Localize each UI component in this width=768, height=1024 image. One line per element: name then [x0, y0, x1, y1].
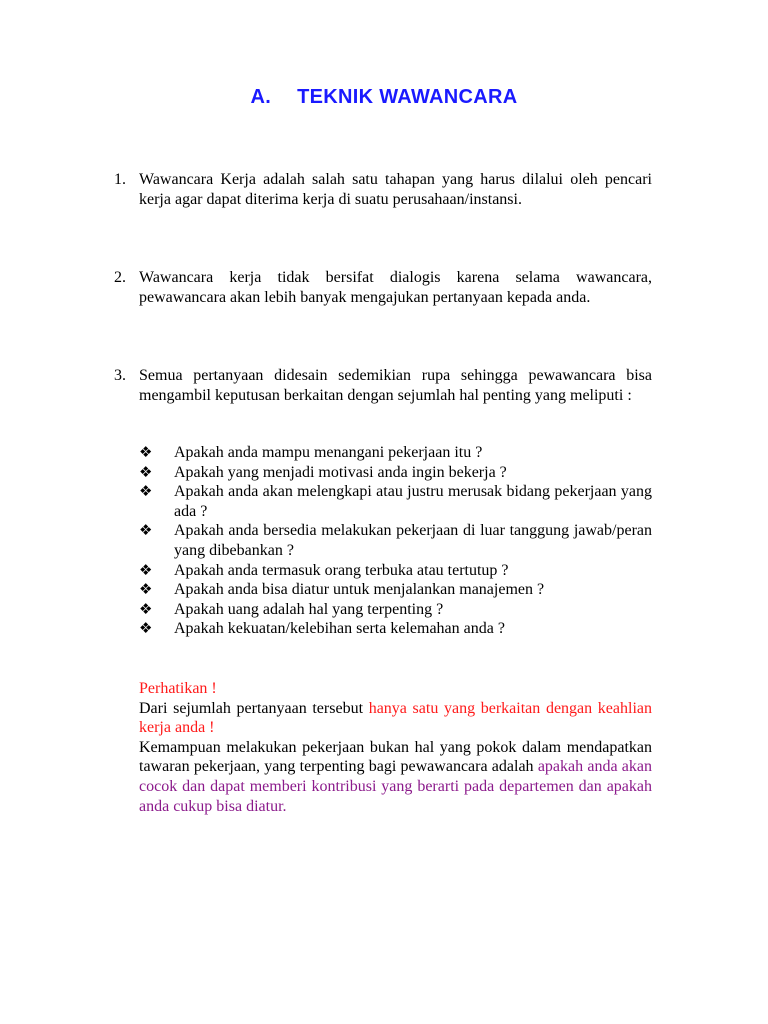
section-title: TEKNIK WAWANCARA [297, 86, 518, 108]
list-item [139, 443, 652, 463]
question-list [139, 443, 652, 639]
numbered-item-2 [114, 268, 652, 308]
numbered-item-3 [114, 366, 652, 406]
list-item-text: Apakah kekuatan/kelebihan serta kelemahan anda ? [174, 620, 505, 638]
notice-block [139, 679, 652, 816]
diamond-bullet-icon: ❖ [139, 443, 153, 461]
notice-text: Kemampuan melakukan pekerjaan bukan hal yang pokok dalam mendapatkan tawaran pekerjaan, yang terpenting bagi pewawancara adalah [139, 738, 652, 776]
item-text: Wawancara Kerja adalah salah satu tahapan yang harus dilalui oleh pencari kerja agar dapat diterima kerja di suatu perusahaan/instansi. [139, 171, 652, 208]
diamond-bullet-icon: ❖ [139, 482, 153, 501]
section-letter: A. [250, 86, 272, 108]
list-item-text: Apakah anda termasuk orang terbuka atau tertutup ? [174, 561, 509, 579]
notice-highlight-purple: apakah anda akan cocok dan dapat memberi kontribusi yang berarti pada departemen dan apakah anda cukup bisa diatur. [139, 758, 653, 815]
notice-title: Perhatikan ! [139, 680, 217, 697]
list-item-text: Apakah anda akan melengkapi atau justru merusak bidang pekerjaan yang ada ? [174, 483, 652, 520]
notice-paragraph-1 [139, 699, 652, 738]
item-number: 2. [114, 269, 126, 286]
diamond-bullet-icon: ❖ [139, 580, 153, 599]
notice-text: Dari sejumlah pertanyaan tersebut [139, 699, 369, 717]
section-heading [0, 86, 768, 109]
numbered-item-1 [114, 170, 652, 210]
list-item-text: Apakah anda mampu menangani pekerjaan itu ? [174, 444, 483, 461]
diamond-bullet-icon: ❖ [139, 560, 153, 579]
notice-highlight-red: hanya satu yang berkaitan dengan keahlian kerja anda ! [139, 699, 653, 737]
list-item [139, 619, 652, 639]
diamond-bullet-icon: ❖ [139, 599, 153, 618]
list-item-text: Apakah anda bisa diatur untuk menjalankan manajemen ? [174, 581, 545, 599]
list-item [139, 521, 652, 560]
list-item-text: Apakah uang adalah hal yang terpenting ? [174, 600, 444, 618]
diamond-bullet-icon: ❖ [139, 462, 153, 481]
list-item [139, 600, 652, 620]
item-text: Wawancara kerja tidak bersifat dialogis karena selama wawancara, pewawancara akan lebih banyak mengajukan pertanyaan kepada anda. [139, 269, 652, 306]
item-number: 3. [114, 367, 126, 384]
list-item [139, 482, 652, 521]
item-text: Semua pertanyaan didesain sedemikian rupa sehingga pewawancara bisa mengambil keputusan berkaitan dengan sejumlah hal penting yang meliputi : [139, 367, 652, 404]
item-number: 1. [114, 171, 126, 188]
list-item [139, 561, 652, 581]
list-item [139, 463, 652, 483]
diamond-bullet-icon: ❖ [139, 521, 153, 540]
list-item [139, 580, 652, 600]
diamond-bullet-icon: ❖ [139, 619, 153, 638]
notice-paragraph-2 [139, 738, 652, 816]
list-item-text: Apakah anda bersedia melakukan pekerjaan di luar tanggung jawab/peran yang dibebankan ? [174, 522, 652, 559]
list-item-text: Apakah yang menjadi motivasi anda ingin bekerja ? [174, 463, 507, 481]
